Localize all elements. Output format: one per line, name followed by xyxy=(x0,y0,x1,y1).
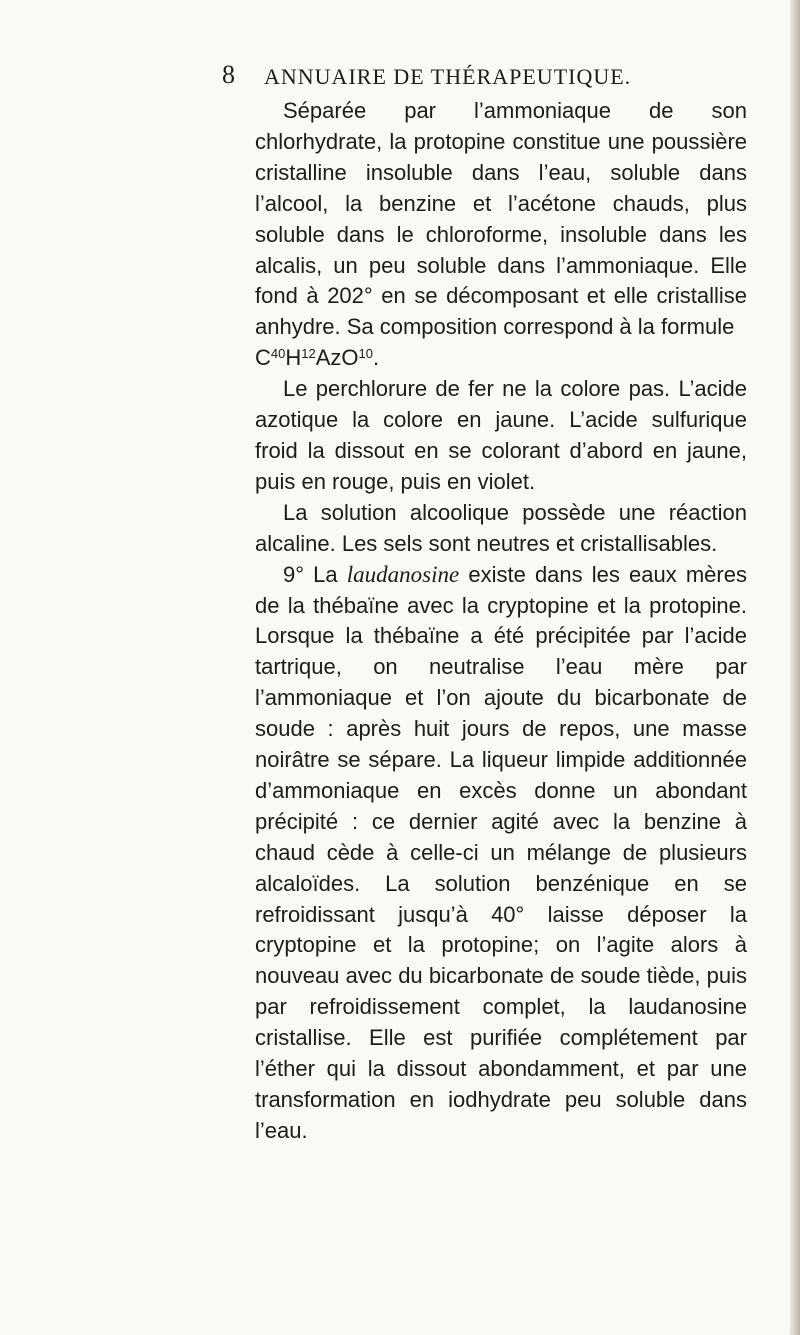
protopine-properties-text: Séparée par l’ammoniaque de son chlorhydrate, la protopine constitue une poussière cristalline insoluble dans l’eau, soluble dans l’alcool, la benzine et l’acétone chauds, plus soluble dans le chloroforme, insoluble dans les alcalis, un peu soluble dans l’ammoniaque. Elle fond à 202° en se décomposant et elle cristallise anhydre. Sa composition correspond à la formule xyxy=(255,98,747,340)
page-edge-shadow xyxy=(790,0,800,1335)
running-head: ANNUAIRE DE THÉRAPEUTIQUE. xyxy=(264,64,632,89)
body-text xyxy=(255,96,747,1147)
page-header xyxy=(222,60,742,92)
laudanosine-text: existe dans les eaux mères de la thébaïne avec la cryptopine et la protopine. Lorsque la thébaïne a été précipitée par l’acide tartrique, on neutralise l’eau mère par l’ammoniaque et l’on ajoute du bicarbonate de soude : après huit jours de repos, une masse noirâtre se sépare. La liqueur limpide additionnée d’ammoniaque en excès donne un abondant précipité : ce dernier agité avec la benzine à chaud cède à celle-ci un mélange de plusieurs alcaloïdes. La solution benzénique en se refroidissant jusqu’à 40° laisse déposer la cryptopine et la protopine; on l’agite alors à nouveau avec du bicarbonate de soude tiède, puis par refroidissement complet, la laudanosine cristallise. Elle est purifiée complétement par l’éther qui la dissout abondamment, et par une transformation en iodhydrate peu soluble dans l’eau. xyxy=(255,561,747,1143)
page-number: 8 xyxy=(222,60,235,89)
paragraph-laudanosine: 9° La laudanosine existe dans les eaux mères de la thébaïne avec la cryptopine et la protopine. Lorsque la thébaïne a été précipitée par l’acide tartrique, on neutralise l’eau mère par l’ammoniaque et l’on ajoute du bicarbonate de soude : après huit jours de repos, une masse noirâtre se sépare. La liqueur limpide additionnée d’ammoniaque en excès donne un abondant précipité : ce dernier agité avec la benzine à chaud cède à celle-ci un mélange de plusieurs alcaloïdes. La solution benzénique en se refroidissant jusqu’à 40° laisse déposer la cryptopine et la protopine; on l’agite alors à nouveau avec du bicarbonate de soude tiède, puis par refroidissement complet, la laudanosine cristallise. Elle est purifiée complétement par l’éther qui la dissout abondamment, et par une transformation en iodhydrate peu soluble dans l’eau. xyxy=(255,561,747,1143)
paragraph-protopine-properties xyxy=(255,96,747,374)
paragraph-color-reactions: Le perchlorure de fer ne la colore pas. L’acide azotique la colore en jaune. L’acide sulfurique froid la dissout en se colorant d’abord en jaune, puis en rouge, puis en violet. xyxy=(255,376,747,494)
paragraph-alcoholic-solution: La solution alcoolique possède une réaction alcaline. Les sels sont neutres et cristallisables. xyxy=(255,499,747,556)
term-laudanosine: laudanosine xyxy=(346,561,460,587)
section-number: 9° xyxy=(283,561,305,587)
chemical-formula: $C^{40}H^{12}AzO^{10}$. xyxy=(255,345,380,371)
